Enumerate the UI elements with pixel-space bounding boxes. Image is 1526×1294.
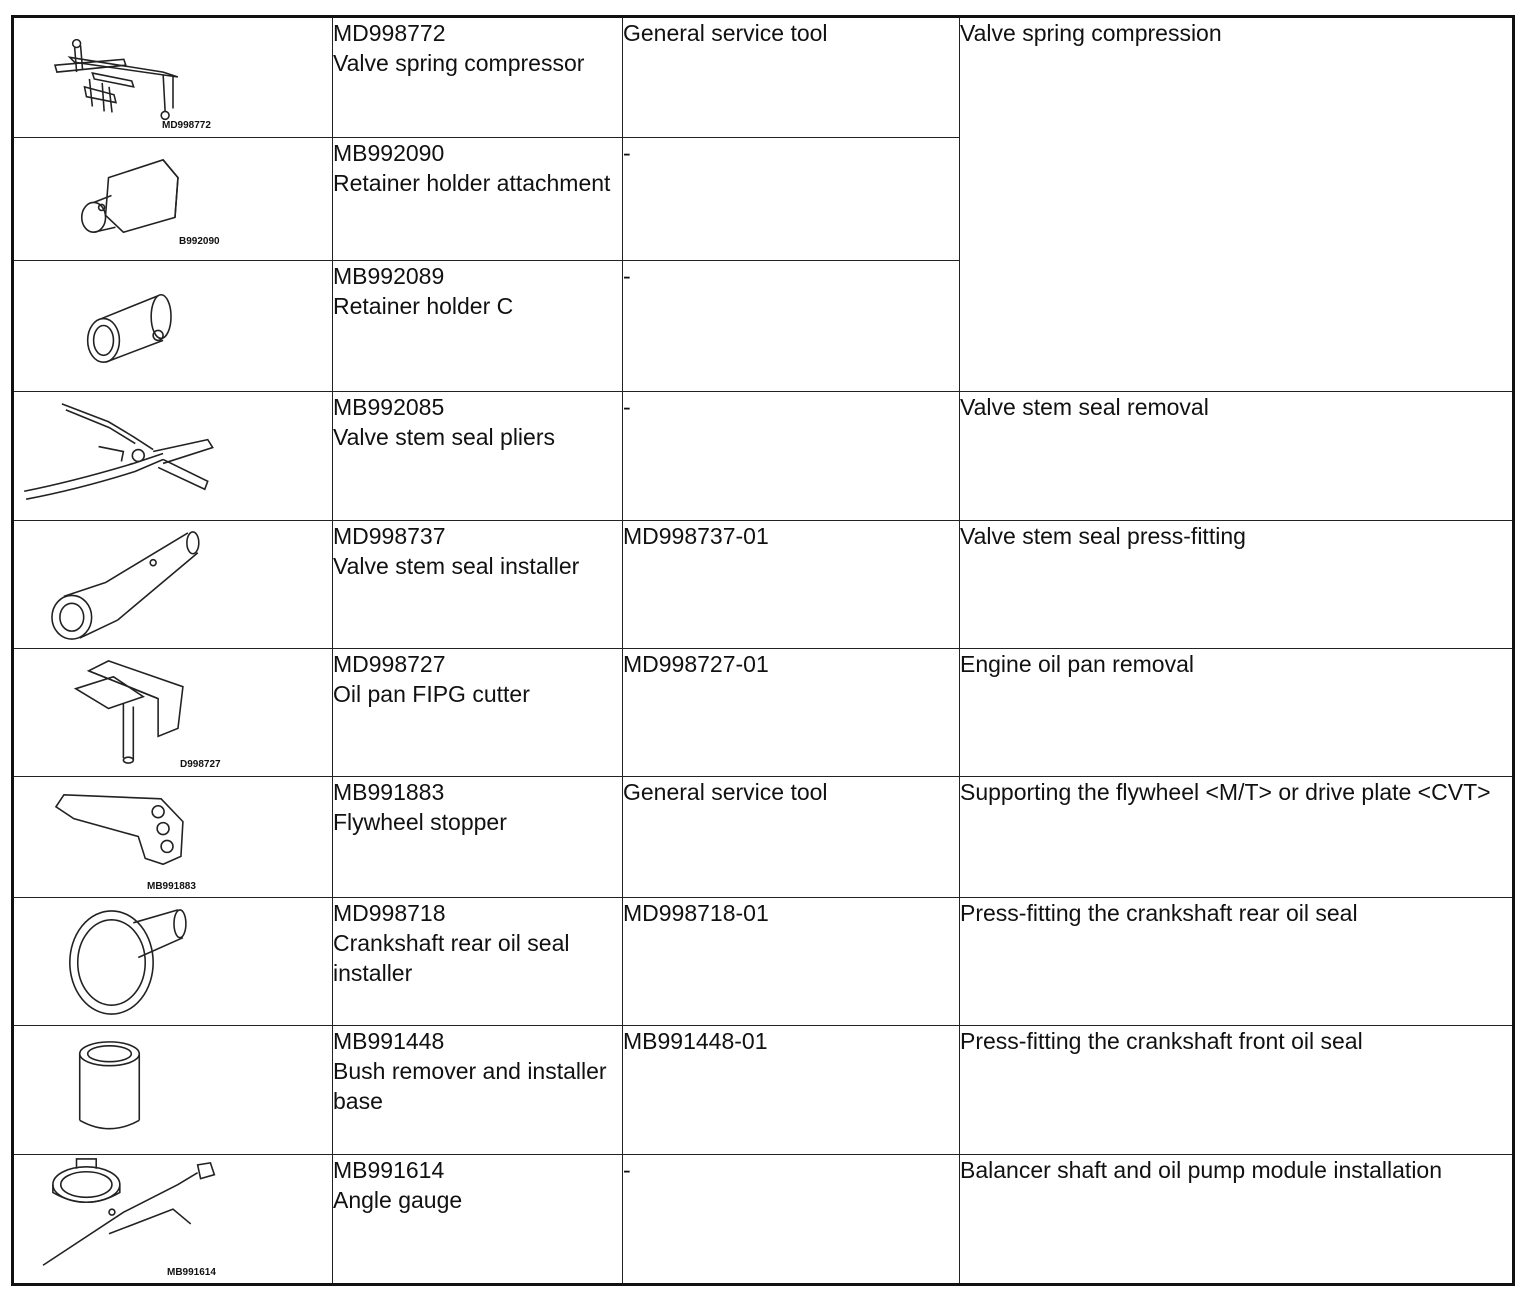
supersession-text: - [623, 394, 631, 420]
tool-number: MB992085 [333, 394, 445, 420]
application-text: Balancer shaft and oil pump module installation [960, 1157, 1443, 1183]
supersession-cell [623, 1026, 960, 1155]
supersession-text: - [623, 1157, 631, 1183]
supersession-cell [623, 521, 960, 649]
tool-image-label: D998727 [180, 759, 221, 770]
supersession-cell [623, 898, 960, 1026]
tool-name: Valve stem seal pliers [333, 424, 555, 450]
supersession-text: MD998727-01 [623, 651, 769, 677]
supersession-text: MD998737-01 [623, 523, 769, 549]
application-cell [960, 521, 1514, 649]
tool-image-cell [13, 17, 333, 138]
tool-number: MD998772 [333, 20, 446, 46]
tool-name: Bush remover and installer base [333, 1058, 607, 1114]
tool-image-label: MD998772 [162, 120, 211, 131]
tool-name: Oil pan FIPG cutter [333, 681, 530, 707]
table-row [13, 17, 1514, 138]
application-cell [960, 649, 1514, 777]
tool-number: MD998718 [333, 900, 446, 926]
supersession-text: - [623, 263, 631, 289]
tool-number: MB992089 [333, 263, 445, 289]
supersession-text: General service tool [623, 20, 828, 46]
valve-stem-seal-pliers-drawing [14, 392, 332, 520]
tool-image-cell [13, 521, 333, 649]
supersession-text: MD998718-01 [623, 900, 769, 926]
tool-name: Valve spring compressor [333, 50, 585, 76]
tool-image-cell [13, 649, 333, 777]
angle-gauge-drawing [14, 1155, 332, 1283]
supersession-cell [623, 392, 960, 521]
application-cell [960, 392, 1514, 521]
tool-name-cell [333, 17, 623, 138]
supersession-text: MB991448-01 [623, 1028, 768, 1054]
application-text: Valve spring compression [960, 20, 1222, 46]
application-cell [960, 1026, 1514, 1155]
tool-name-cell [333, 521, 623, 649]
tool-image-cell [13, 1155, 333, 1285]
table-row [13, 898, 1514, 1026]
supersession-text: - [623, 140, 631, 166]
supersession-cell [623, 138, 960, 261]
application-text: Valve stem seal removal [960, 394, 1209, 420]
tool-name-cell [333, 1026, 623, 1155]
tool-image-cell [13, 777, 333, 898]
crankshaft-rear-oil-seal-installer-drawing [14, 898, 332, 1025]
tool-name-cell [333, 261, 623, 392]
retainer-holder-attachment-drawing [14, 138, 332, 260]
tool-name: Retainer holder C [333, 293, 514, 319]
tool-name-cell [333, 898, 623, 1026]
application-cell [960, 777, 1514, 898]
tool-image-label: MB991883 [147, 881, 196, 892]
application-text: Press-fitting the crankshaft rear oil seal [960, 900, 1358, 926]
table-row [13, 1026, 1514, 1155]
tool-name-cell [333, 777, 623, 898]
tool-number: MD998727 [333, 651, 446, 677]
tool-number: MD998737 [333, 523, 446, 549]
table-row [13, 777, 1514, 898]
tool-name-cell [333, 649, 623, 777]
tool-image-label: MB991614 [167, 1267, 216, 1278]
application-cell [960, 1155, 1514, 1285]
tool-name: Angle gauge [333, 1187, 463, 1213]
table-row [13, 649, 1514, 777]
tool-name-cell [333, 1155, 623, 1285]
supersession-cell [623, 17, 960, 138]
tool-number: MB992090 [333, 140, 445, 166]
tool-name: Retainer holder attachment [333, 170, 611, 196]
tool-image-cell [13, 261, 333, 392]
tool-image-cell [13, 1026, 333, 1155]
tool-number: MB991614 [333, 1157, 445, 1183]
bush-remover-installer-base-drawing [14, 1026, 332, 1154]
table-row [13, 521, 1514, 649]
table-row [13, 1155, 1514, 1285]
tool-image-cell [13, 138, 333, 261]
application-cell [960, 17, 1514, 392]
flywheel-stopper-drawing [14, 777, 332, 897]
valve-stem-seal-installer-drawing [14, 521, 332, 648]
oil-pan-fipg-cutter-drawing [14, 649, 332, 776]
tool-image-cell [13, 392, 333, 521]
tool-number: MB991448 [333, 1028, 445, 1054]
special-tools-table [11, 15, 1515, 1286]
supersession-cell [623, 261, 960, 392]
supersession-cell [623, 777, 960, 898]
supersession-text: General service tool [623, 779, 828, 805]
supersession-cell [623, 1155, 960, 1285]
application-text: Valve stem seal press-fitting [960, 523, 1246, 549]
supersession-cell [623, 649, 960, 777]
table-row [13, 392, 1514, 521]
tool-image-cell [13, 898, 333, 1026]
tool-name-cell [333, 392, 623, 521]
application-text: Press-fitting the crankshaft front oil seal [960, 1028, 1363, 1054]
tool-image-label: B992090 [179, 236, 220, 247]
tool-name: Valve stem seal installer [333, 553, 580, 579]
tool-name: Crankshaft rear oil seal installer [333, 930, 570, 986]
retainer-holder-c-drawing [14, 261, 332, 391]
application-text: Supporting the flywheel <M/T> or drive plate <CVT> [960, 779, 1491, 805]
application-text: Engine oil pan removal [960, 651, 1194, 677]
tool-number: MB991883 [333, 779, 445, 805]
tool-name: Flywheel stopper [333, 809, 507, 835]
application-cell [960, 898, 1514, 1026]
tool-name-cell [333, 138, 623, 261]
